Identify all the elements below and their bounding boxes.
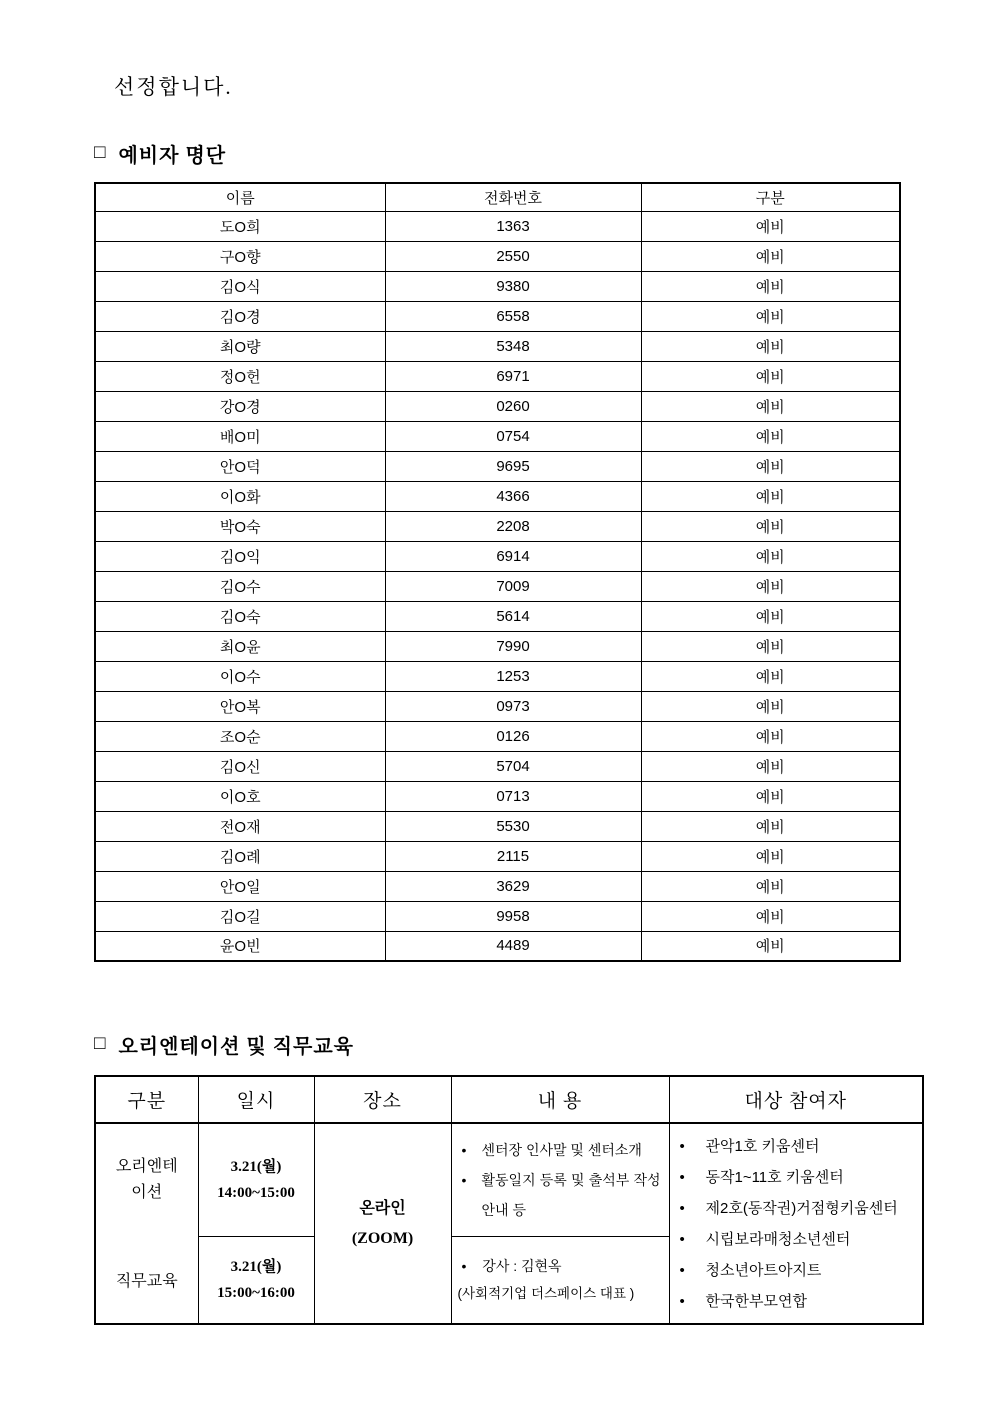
session1-date: 3.21(월) [230, 1158, 282, 1175]
table-cell: 김O수 [95, 571, 385, 601]
table-row [95, 451, 900, 481]
table-cell: 0973 [385, 691, 641, 721]
table-cell: 이O화 [95, 481, 385, 511]
table-cell: 예비 [641, 751, 900, 781]
table-cell: 예비 [641, 931, 900, 961]
table-cell: 0260 [385, 391, 641, 421]
table-cell: 김O신 [95, 751, 385, 781]
lecturer-name: 강사 : 김현옥 [482, 1257, 562, 1274]
table-cell: 4489 [385, 931, 641, 961]
list-item [680, 1255, 917, 1286]
table-cell: 안O일 [95, 871, 385, 901]
table-cell: 7990 [385, 631, 641, 661]
column-header: 이름 [95, 183, 385, 211]
table-cell: 김O길 [95, 901, 385, 931]
bullet-icon: • [461, 1141, 467, 1158]
session2-time: 15:00~16:00 [217, 1284, 295, 1301]
table-cell: 안O복 [95, 691, 385, 721]
table-cell: 구O향 [95, 241, 385, 271]
table-row [95, 631, 900, 661]
table-row [95, 781, 900, 811]
table-row [95, 721, 900, 751]
bullet-icon: • [679, 1261, 685, 1279]
table-row [95, 751, 900, 781]
content-row2-cell [451, 1236, 669, 1324]
table-cell: 이O수 [95, 661, 385, 691]
table-cell: 6914 [385, 541, 641, 571]
orientation-table [94, 1075, 924, 1325]
table-cell: 0754 [385, 421, 641, 451]
table-row [95, 391, 900, 421]
table-cell: 5704 [385, 751, 641, 781]
table-row [95, 301, 900, 331]
table-cell: 정O헌 [95, 361, 385, 391]
list-item-text: 시립보라매청소년센터 [705, 1230, 851, 1248]
table-cell: 예비 [641, 841, 900, 871]
section-marker-icon: □ [94, 141, 107, 163]
bullet-icon: • [679, 1230, 685, 1248]
section-reserve-title: 예비자 명단 [118, 145, 227, 167]
table-row [95, 901, 900, 931]
table-row [95, 811, 900, 841]
table-cell: 9695 [385, 451, 641, 481]
column-header: 전화번호 [385, 183, 641, 211]
bullet-icon: • [679, 1199, 685, 1217]
reserve-list-table [94, 182, 901, 962]
table-cell: 김O례 [95, 841, 385, 871]
list-item-text: 한국한부모연합 [705, 1292, 807, 1310]
table-cell: 예비 [641, 301, 900, 331]
table-cell: 예비 [641, 721, 900, 751]
column-header-content: 내 용 [451, 1076, 669, 1123]
participants-list [680, 1131, 917, 1317]
column-header-datetime: 일시 [198, 1076, 314, 1123]
table-cell: 2208 [385, 511, 641, 541]
list-item [680, 1286, 917, 1317]
table-cell: 예비 [641, 421, 900, 451]
table-cell: 예비 [641, 571, 900, 601]
table-cell: 최O윤 [95, 631, 385, 661]
list-item-text: 센터장 인사말 및 센터소개 [481, 1141, 642, 1158]
table-cell: 예비 [641, 781, 900, 811]
table-row [95, 361, 900, 391]
list-item [680, 1193, 917, 1224]
table-cell: 예비 [641, 541, 900, 571]
table-row [95, 601, 900, 631]
table-cell: 김O식 [95, 271, 385, 301]
orientation-table-header-row [95, 1076, 923, 1123]
reserve-table-header-row [95, 183, 900, 211]
table-cell: 박O숙 [95, 511, 385, 541]
section-reserve-heading [94, 139, 226, 168]
table-cell: 0713 [385, 781, 641, 811]
category-cell [95, 1123, 198, 1324]
table-cell: 강O경 [95, 391, 385, 421]
table-cell: 5614 [385, 601, 641, 631]
reserve-table-body [95, 211, 900, 961]
table-cell: 9380 [385, 271, 641, 301]
section-orientation-heading [94, 1030, 354, 1059]
bullet-icon: • [679, 1137, 685, 1155]
table-cell: 김O숙 [95, 601, 385, 631]
table-row [95, 541, 900, 571]
table-cell: 예비 [641, 331, 900, 361]
session2-date: 3.21(월) [230, 1258, 282, 1275]
session1-time: 14:00~15:00 [217, 1184, 295, 1201]
bullet-icon: • [679, 1292, 685, 1310]
table-cell: 예비 [641, 481, 900, 511]
table-cell: 1253 [385, 661, 641, 691]
table-cell: 예비 [641, 661, 900, 691]
lecturer-affiliation: (사회적기업 더스페이스 대표 ) [457, 1285, 635, 1301]
table-cell: 9958 [385, 901, 641, 931]
table-cell: 6558 [385, 301, 641, 331]
table-cell: 예비 [641, 631, 900, 661]
table-cell: 최O량 [95, 331, 385, 361]
orientation-row [95, 1123, 923, 1236]
table-row [95, 271, 900, 301]
table-cell: 예비 [641, 451, 900, 481]
list-item-text: 제2호(동작권)거점형키움센터 [705, 1199, 898, 1217]
table-cell: 예비 [641, 361, 900, 391]
session1-datetime-cell [198, 1123, 314, 1236]
table-cell: 예비 [641, 391, 900, 421]
list-item-text: 동작1~11호 키움센터 [705, 1168, 844, 1186]
table-row [95, 481, 900, 511]
intro-text: 선정합니다. [114, 75, 233, 99]
content-row1-cell [451, 1123, 669, 1236]
column-header: 구분 [641, 183, 900, 211]
bullet-icon: • [461, 1257, 467, 1274]
table-row [95, 421, 900, 451]
table-row [95, 571, 900, 601]
list-item-text: 활동일지 등록 및 출석부 작성 안내 등 [481, 1171, 661, 1218]
table-cell: 6971 [385, 361, 641, 391]
table-cell: 윤O빈 [95, 931, 385, 961]
table-cell: 예비 [641, 241, 900, 271]
list-item-text: 청소년아트아지트 [705, 1261, 822, 1279]
place-line2: (ZOOM) [351, 1229, 414, 1247]
column-header-place: 장소 [314, 1076, 451, 1123]
table-cell: 안O덕 [95, 451, 385, 481]
lecturer-item [462, 1252, 661, 1280]
table-row [95, 661, 900, 691]
table-cell: 배O미 [95, 421, 385, 451]
table-cell: 3629 [385, 871, 641, 901]
table-cell: 김O경 [95, 301, 385, 331]
table-cell: 전O재 [95, 811, 385, 841]
table-cell: 이O호 [95, 781, 385, 811]
list-item [462, 1165, 661, 1225]
table-row [95, 841, 900, 871]
table-row [95, 931, 900, 961]
list-item [680, 1131, 917, 1162]
category-job-training: 직무교육 [115, 1273, 178, 1290]
content-row1-list [462, 1135, 661, 1225]
place-line1: 온라인 [359, 1199, 406, 1217]
table-cell: 2115 [385, 841, 641, 871]
column-header-participants: 대상 참여자 [669, 1076, 923, 1123]
table-row [95, 241, 900, 271]
column-header-category: 구분 [95, 1076, 198, 1123]
table-row [95, 691, 900, 721]
table-cell: 예비 [641, 211, 900, 241]
place-cell [314, 1123, 451, 1324]
table-cell: 예비 [641, 691, 900, 721]
table-cell: 7009 [385, 571, 641, 601]
table-cell: 5530 [385, 811, 641, 841]
table-cell: 도O희 [95, 211, 385, 241]
table-row [95, 511, 900, 541]
table-row [95, 211, 900, 241]
section-marker-icon: □ [94, 1032, 107, 1054]
table-cell: 예비 [641, 271, 900, 301]
table-cell: 0126 [385, 721, 641, 751]
session2-datetime-cell [198, 1236, 314, 1324]
table-cell: 김O익 [95, 541, 385, 571]
participants-cell [669, 1123, 923, 1324]
table-cell: 4366 [385, 481, 641, 511]
bullet-icon: • [461, 1171, 467, 1188]
section-orientation-title: 오리엔테이션 및 직무교육 [118, 1036, 355, 1058]
table-row [95, 871, 900, 901]
table-cell: 5348 [385, 331, 641, 361]
table-cell: 예비 [641, 811, 900, 841]
table-cell: 조O순 [95, 721, 385, 751]
table-cell: 2550 [385, 241, 641, 271]
list-item [680, 1162, 917, 1193]
bullet-icon: • [679, 1168, 685, 1186]
list-item-text: 관악1호 키움센터 [705, 1137, 820, 1155]
table-cell: 예비 [641, 511, 900, 541]
table-cell: 예비 [641, 871, 900, 901]
list-item [680, 1224, 917, 1255]
table-cell: 1363 [385, 211, 641, 241]
table-cell: 예비 [641, 601, 900, 631]
list-item [462, 1135, 661, 1165]
table-cell: 예비 [641, 901, 900, 931]
table-row [95, 331, 900, 361]
category-orientation: 오리엔테이션 [115, 1157, 178, 1201]
